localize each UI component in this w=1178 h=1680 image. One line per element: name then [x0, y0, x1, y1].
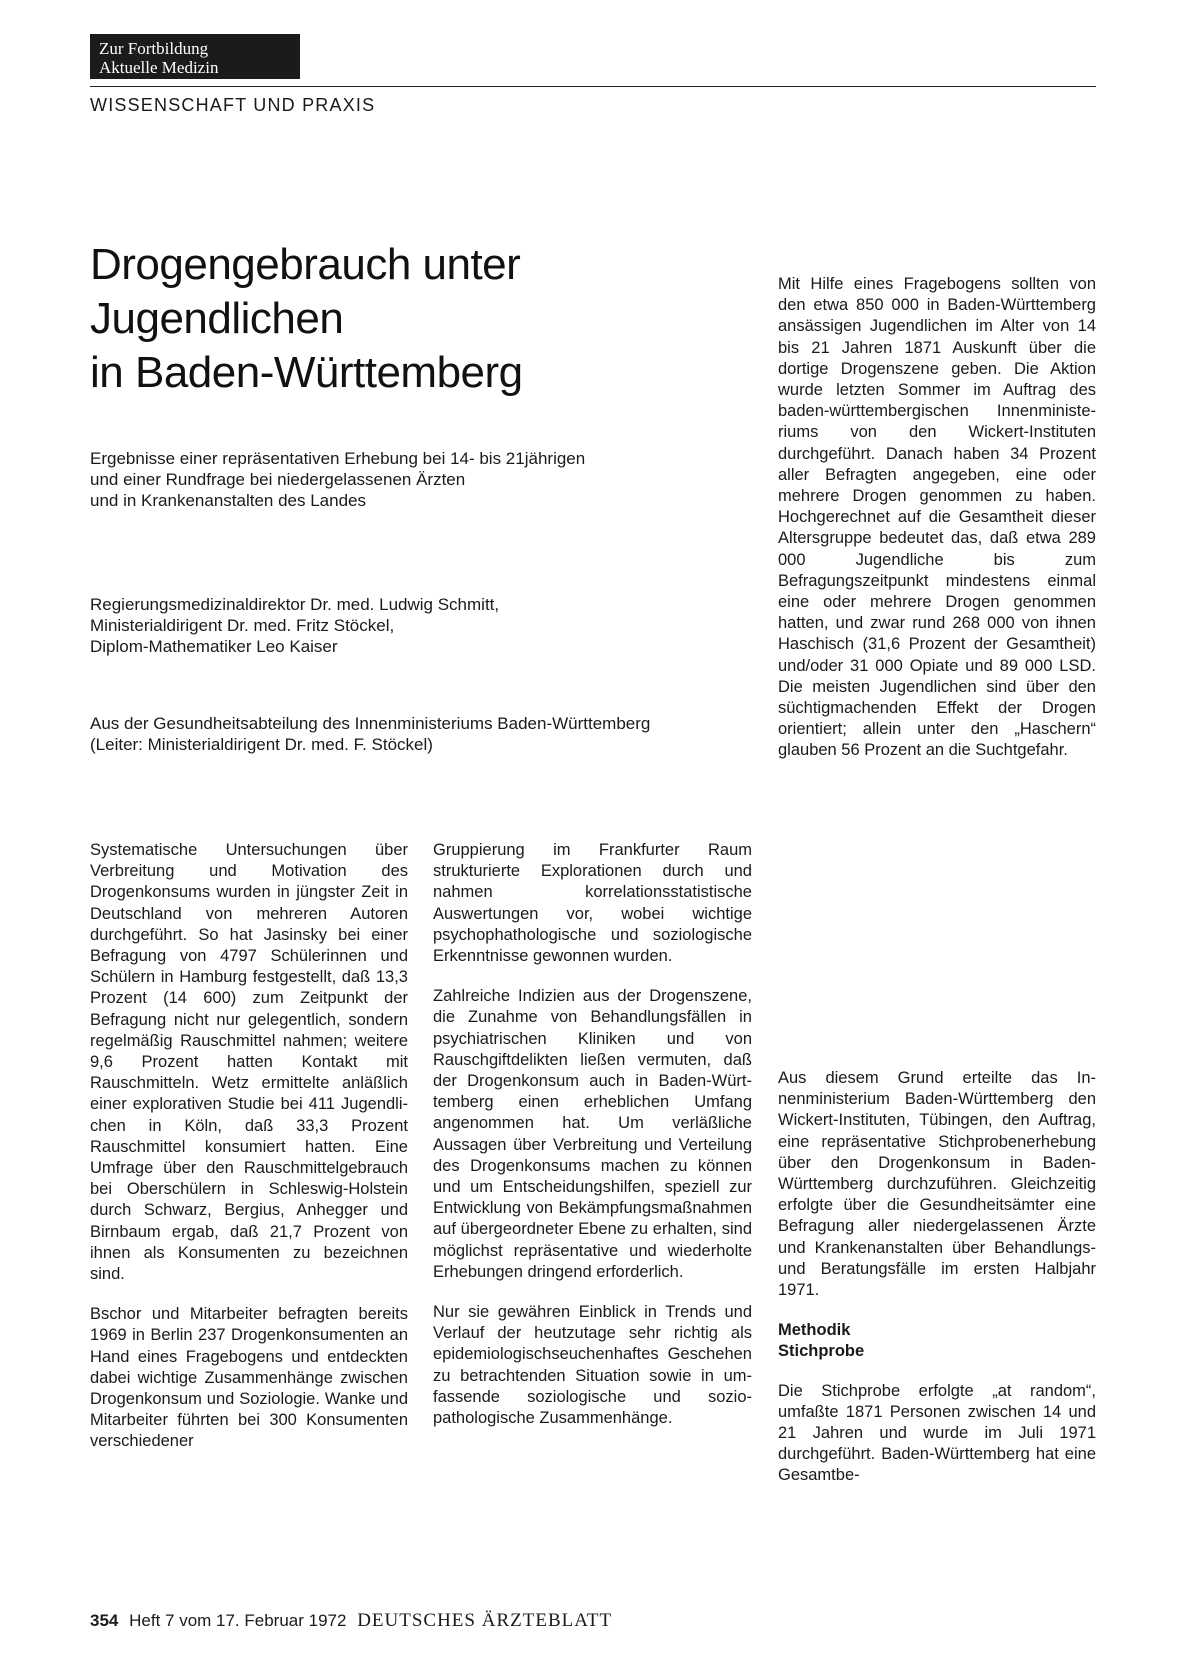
- section-heading: [778, 1320, 1096, 1362]
- affiliation: [90, 713, 650, 755]
- title-line: Drogengebrauch unter: [90, 240, 521, 289]
- title-line: in Baden-Württemberg: [90, 348, 523, 397]
- page-footer: [90, 1610, 612, 1632]
- issue-info: Heft 7 vom 17. Februar 1972: [129, 1611, 347, 1630]
- journal-name: DEUTSCHES ÄRZTEBLATT: [357, 1610, 613, 1631]
- paragraph: Systematische Untersuchungen über Verbreitung und Motivation des Drogenkonsums wurden in jüngster Zeit in Deutschland von mehreren Autoren durchgeführt. So hat Jasinsky bei einer Befragung von 4797 Schülerinnen und Schülern in Hamburg festgestellt, daß 13,3 Prozent (14 600) zum Zeitpunkt der Befragung nicht nur gelegentlich, sondern regelmäßig Rauschmittel nahmen; weitere 9,6 Prozent hatten Kontakt mit Rauschmitteln. Wetz ermittelte anläßlich einer explorativen Studie bei 411 Jugendlichen in Köln, daß 33,3 Prozent Rauschmittel konsumiert hatten. Eine Umfrage über den Rauschmittelgebrauch bei Oberschülern in Schleswig-Holstein durch Schwarz, Bergius, Anhegger und Birnbaum ergab, daß 21,7 Prozent von ihnen als Konsumenten zu bezeichnen sind.: [90, 841, 408, 1284]
- heading-stichprobe: Stichprobe: [778, 1342, 865, 1361]
- teaser-summary: [778, 274, 1096, 781]
- affiliation-line: (Leiter: Ministerialdirigent Dr. med. F. Stöckel): [90, 735, 433, 754]
- section-label-line1: Zur Fortbildung: [99, 39, 209, 58]
- heading-methodik: Methodik: [778, 1321, 851, 1340]
- subtitle-line: und einer Rundfrage bei niedergelassenen Ärzten: [90, 470, 466, 489]
- paragraph: Mit Hilfe eines Fragebogens sollten von den etwa 850 000 in Baden-Württemberg ansässigen Jugendlichen im Alter von 14 bis 21 Jahren 1871 Auskunft über die dortige Drogenszene geben. Die Aktion wurde letzten Sommer im Auftrag des baden-württembergischen Innenministeriums von den Wickert-Instituten durchgeführt. Danach haben 34 Prozent aller Befragten angegeben, eine oder mehrere Drogen genommen zu haben. Hochgerechnet auf die Gesamtheit dieser Altersgruppe bedeutet das, daß etwa 289 000 Jugendliche bis zum Befragungszeitpunkt mindestens einmal eine oder mehrere Drogen genommen hatten, und zwar rund 268 000 von ihnen Haschisch (31,6 Prozent der Gesamtheit) und/oder 31 000 Opiate und 89 000 LSD. Die meisten Jugendlichen sind über den süchtigmachenden Effekt der Drogen orientiert; allein unter den „Haschern“ glauben 56 Prozent an die Suchtgefahr.: [778, 275, 1096, 760]
- paragraph: Gruppierung im Frankfurter Raum strukturierte Explorationen durch und nahmen korrelationsstatistische Auswertungen vor, wobei wichtige psychophathologische und soziologische Erkenntnisse gewonnen wurden.: [433, 841, 752, 966]
- body-column-2: [433, 840, 752, 1448]
- article-title: [90, 238, 690, 400]
- body-column-3: [778, 1068, 1096, 1506]
- article-subtitle: [90, 448, 585, 511]
- author-list: [90, 594, 499, 657]
- section-kicker: WISSENSCHAFT UND PRAXIS: [90, 95, 376, 115]
- paragraph: Bschor und Mitarbeiter befragten bereits 1969 in Berlin 237 Drogenkonsumenten an Hand eines Fragebogens und entdeckten dabei wichtige Zusammenhänge zwischen Drogenkonsum und Soziologie. Wanke und Mitarbeiter führten bei 300 Konsumenten verschiedener: [90, 1305, 408, 1451]
- paragraph: Aus diesem Grund erteilte das Innenministerium Baden-Württemberg den Wickert-Instituten, Tübingen, den Auftrag, eine repräsentative Stichprobenerhebung über den Drogenkonsum in Baden-Württemberg durchzuführen. Gleichzeitig erfolgte über die Gesundheitsämter eine Befragung aller niedergelassenen Ärzte und Krankenanstalten über Behandlungs- und Beratungsfälle im ersten Halbjahr 1971.: [778, 1069, 1096, 1300]
- subtitle-line: und in Krankenanstalten des Landes: [90, 491, 366, 510]
- section-label-line2: Aktuelle Medizin: [99, 58, 219, 77]
- section-label-box: [90, 34, 300, 79]
- affiliation-line: Aus der Gesundheitsabteilung des Innenministeriums Baden-Württemberg: [90, 714, 651, 733]
- body-column-1: [90, 840, 408, 1472]
- paragraph: Die Stichprobe erfolgte „at random“, umfaßte 1871 Personen zwischen 14 und 21 Jahren und wurde im Juli 1971 durchgeführt. Baden-Württemberg hat eine Gesamtbe-: [778, 1381, 1096, 1485]
- author-line: Ministerialdirigent Dr. med. Fritz Stöckel,: [90, 616, 395, 635]
- author-line: Diplom-Mathematiker Leo Kaiser: [90, 637, 338, 656]
- title-line: Jugendlichen: [90, 294, 344, 343]
- paragraph: Zahlreiche Indizien aus der Drogenszene, die Zunahme von Behandlungsfällen in psychiatrischen Kliniken und von Rauschgiftdelikten ließen vermuten, daß der Drogenkonsum auch in Baden-Württemberg einen erheblichen Umfang angenommen hat. Um verläßliche Aussagen über Verbreitung und Verteilung des Drogenkonsums machen zu können und um Entscheidungshilfen, speziell zur Entwicklung von Bekämpfungsmaßnahmen auf übergeordneter Ebene zu erhalten, sind möglichst repräsentative und wiederholte Erhebungen dringend erforderlich.: [433, 987, 752, 1281]
- paragraph: Nur sie gewähren Einblick in Trends und Verlauf der heutzutage sehr richtig als epidemiologischseuchenhaftes Geschehen zu betrachtenden Situation sowie in umfassende soziologische und soziopathologische Zusammenhänge.: [433, 1303, 752, 1428]
- header-rule: [90, 86, 1096, 87]
- subtitle-line: Ergebnisse einer repräsentativen Erhebung bei 14- bis 21jährigen: [90, 449, 586, 468]
- page-number: 354: [90, 1611, 119, 1630]
- author-line: Regierungsmedizinaldirektor Dr. med. Ludwig Schmitt,: [90, 595, 500, 614]
